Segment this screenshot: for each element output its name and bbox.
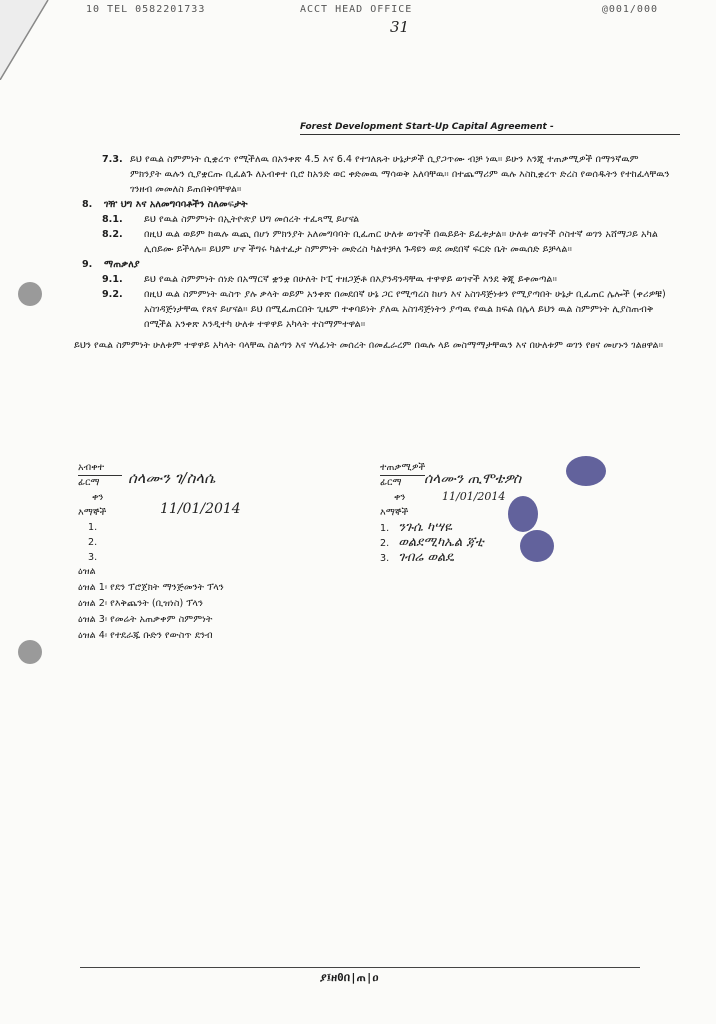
fingerprint-stamp	[508, 496, 538, 532]
footer-rule	[80, 967, 640, 968]
date-value: 11/01/2014	[160, 501, 241, 517]
witness-number: 2.	[88, 537, 98, 548]
document-header	[300, 122, 680, 135]
signature: ሰላሙን ጢሞቴዎስ	[424, 471, 522, 487]
date-value: 11/01/2014	[442, 490, 506, 503]
clause-text: ይህ የዉል ስምምነት በኢትዮጵያ ህግ መሰረት ተፈጻሚ ይሆናል	[144, 214, 360, 225]
annex-list	[78, 564, 224, 644]
document-body	[72, 152, 672, 353]
fax-header-right: @001/000	[601, 4, 658, 15]
witness-signature: ወልደሚካኤል ጃቲ	[398, 535, 484, 550]
annex-item: ዕዝል 3፡ የመሬት አጠቃቀም ስምምነት	[78, 614, 213, 625]
page-fold-artifact	[0, 0, 80, 80]
footer-text: ያ፤ዘ0በ|ጠ|ዐ	[320, 971, 379, 984]
witness-number: 1.	[380, 523, 390, 534]
date-label: ቀን	[394, 492, 406, 503]
section-title: ገዥ ህግ እና አለመግባባቶችን ስለመፍታት	[104, 199, 248, 210]
clause-9-1	[72, 272, 672, 287]
section-number: 9.	[82, 259, 93, 270]
witness-signature: ንጉሴ ካሣዬ	[398, 520, 452, 535]
annex-item: ዕዝል 1፡ የደን ፕሮጀክት ማንጅመንት ፕላን	[78, 582, 224, 593]
section-9-heading	[72, 257, 672, 272]
signature-label: ፊርማ	[380, 477, 402, 488]
witness-label: እማኞች	[78, 507, 107, 518]
date-label: ቀን	[92, 492, 104, 503]
witness-number: 2.	[380, 538, 390, 549]
clause-text: ይህ የዉል ስምምነት ሰነድ በአማርኛ ቋንቋ በሁለት ኮፒ ተዘጋጅቶ በእያንዳንዳቸዉ ተዋዋይ ወገኖች እንደ ቅጂ ይቀመጣል።	[144, 274, 557, 285]
clause-number: 8.1.	[102, 214, 123, 225]
witness-signature: ገብሬ ወልዴ	[398, 550, 454, 565]
handwritten-page-number: 31	[390, 18, 410, 36]
clause-number: 9.1.	[102, 274, 123, 285]
witness-label: እማኞች	[380, 507, 409, 518]
clause-number: 9.2.	[102, 289, 123, 300]
clause-text: ይህ የዉል ስምምነት ሲቋረጥ የሚችለዉ በአንቀጽ 4.5 እና 6.4 የተገለጹት ሁኔታዎች ሲያጋጥሙ ብቻ ነዉ። ይሁን እንጂ ተጠቃሚዎች በማንኛዉም ምክንያት ዉሉን ሲያቋርጡ ቢፈልጉ ለአብቀተ ቢሮ ከአንድ ወር ቀድመዉ ማሳወቅ አለባቸዉ። በተጨማሪም ዉሉ እስኪቋረጥ ድረስ የወሰዱትን የተከፈላቸዉን ገንዘብ መመለስ ይጠበቅባቸዋል።	[130, 154, 670, 195]
fingerprint-stamp	[566, 456, 606, 486]
clause-text: በዚህ ዉል ስምምነት ዉስጥ ያሉ ቃላት ወይም አንቀጽ በመደበኛ ሁኔ ጋር የሚጣረስ ከሆነ እና አስገዳጅነቱን የሚያጣበት ሁኔታ ቢፈጠር ሌሎች (ቀሪዎቹ) አስገዳጅነታቸዉ የጸና ይሆናል። ይህ በሚፈጠርበት ጊዜም ተቀባይነት ያለዉ አስገዳጅነትን ያጣዉ የዉል ክፍል በሌላ ይህን ዉል ስምምነት ሊያስጠብቅ በሚችል አንቀጽ እንዲተካ ሁለቱ ተዋዋይ አካላት ተስማምተዋል።	[144, 289, 666, 330]
party-title: ተጠቃሚዎች	[380, 460, 425, 476]
document-header-title: Forest Development Start-Up Capital Agreement -	[300, 122, 554, 132]
annex-item: ዕዝል 2፡ የእቅጨንት (ቢዝነስ) ፕላን	[78, 598, 203, 609]
annex-title: ዕዝል	[78, 566, 96, 577]
clause-number: 8.2.	[102, 229, 123, 240]
signatory-left	[78, 460, 308, 565]
fingerprint-stamp	[520, 530, 554, 562]
witness-number: 1.	[88, 522, 98, 533]
clause-9-2	[72, 287, 672, 332]
clause-number: 7.3.	[102, 154, 123, 165]
section-8-heading	[72, 197, 672, 212]
witness-number: 3.	[380, 553, 390, 564]
clause-7-3	[72, 152, 672, 197]
witness-number: 3.	[88, 552, 98, 563]
fax-header	[86, 4, 698, 18]
clause-text: በዚህ ዉል ወይም ከዉሉ ዉጪ በሆነ ምክንያት አለመግባባት ቢፈጠር ሁለቱ ወገኖች በዉይይት ይፈቱታል። ሁለቱ ወገኖች ሶስተኛ ወገን አሸማጋይ አካል ሊሰይሙ ይችላሉ። ይህም ሆኖ ችግሩ ካልተፈታ ስምምነት መድረስ ካልተቻለ ጉዳዩን ወደ መደበኛ ፍርድ ቤት መዉሰድ ይቻላል።	[144, 229, 658, 255]
party-title: አብቀተ	[78, 460, 122, 476]
fax-header-center: ACCT HEAD OFFICE	[300, 4, 413, 15]
signature: ሰላሙን ገ/ስላሴ	[128, 469, 216, 487]
closing-statement: ይህን የዉል ስምምነት ሁለቱም ተዋዋይ አካላት ባላቸዉ ስልጣን እና ሃላፊነት መሰረት በመፈራረም በዉሉ ላይ መስማማታቸዉን እና በሁለቱም ወገን የፀና መሆኑን ገልፀዋል።	[74, 340, 664, 351]
fax-header-left: 10 TEL 0582201733	[86, 4, 206, 15]
section-title: ማጠቃለያ	[104, 259, 140, 270]
signature-label: ፊርማ	[78, 477, 100, 488]
annex-item: ዕዝል 4፡ የተደራጁ ቡድን የውስጥ ደንብ	[78, 630, 213, 641]
clause-8-2	[72, 227, 672, 257]
section-number: 8.	[82, 199, 93, 210]
punch-hole	[18, 640, 42, 664]
clause-8-1	[72, 212, 672, 227]
punch-hole	[18, 282, 42, 306]
